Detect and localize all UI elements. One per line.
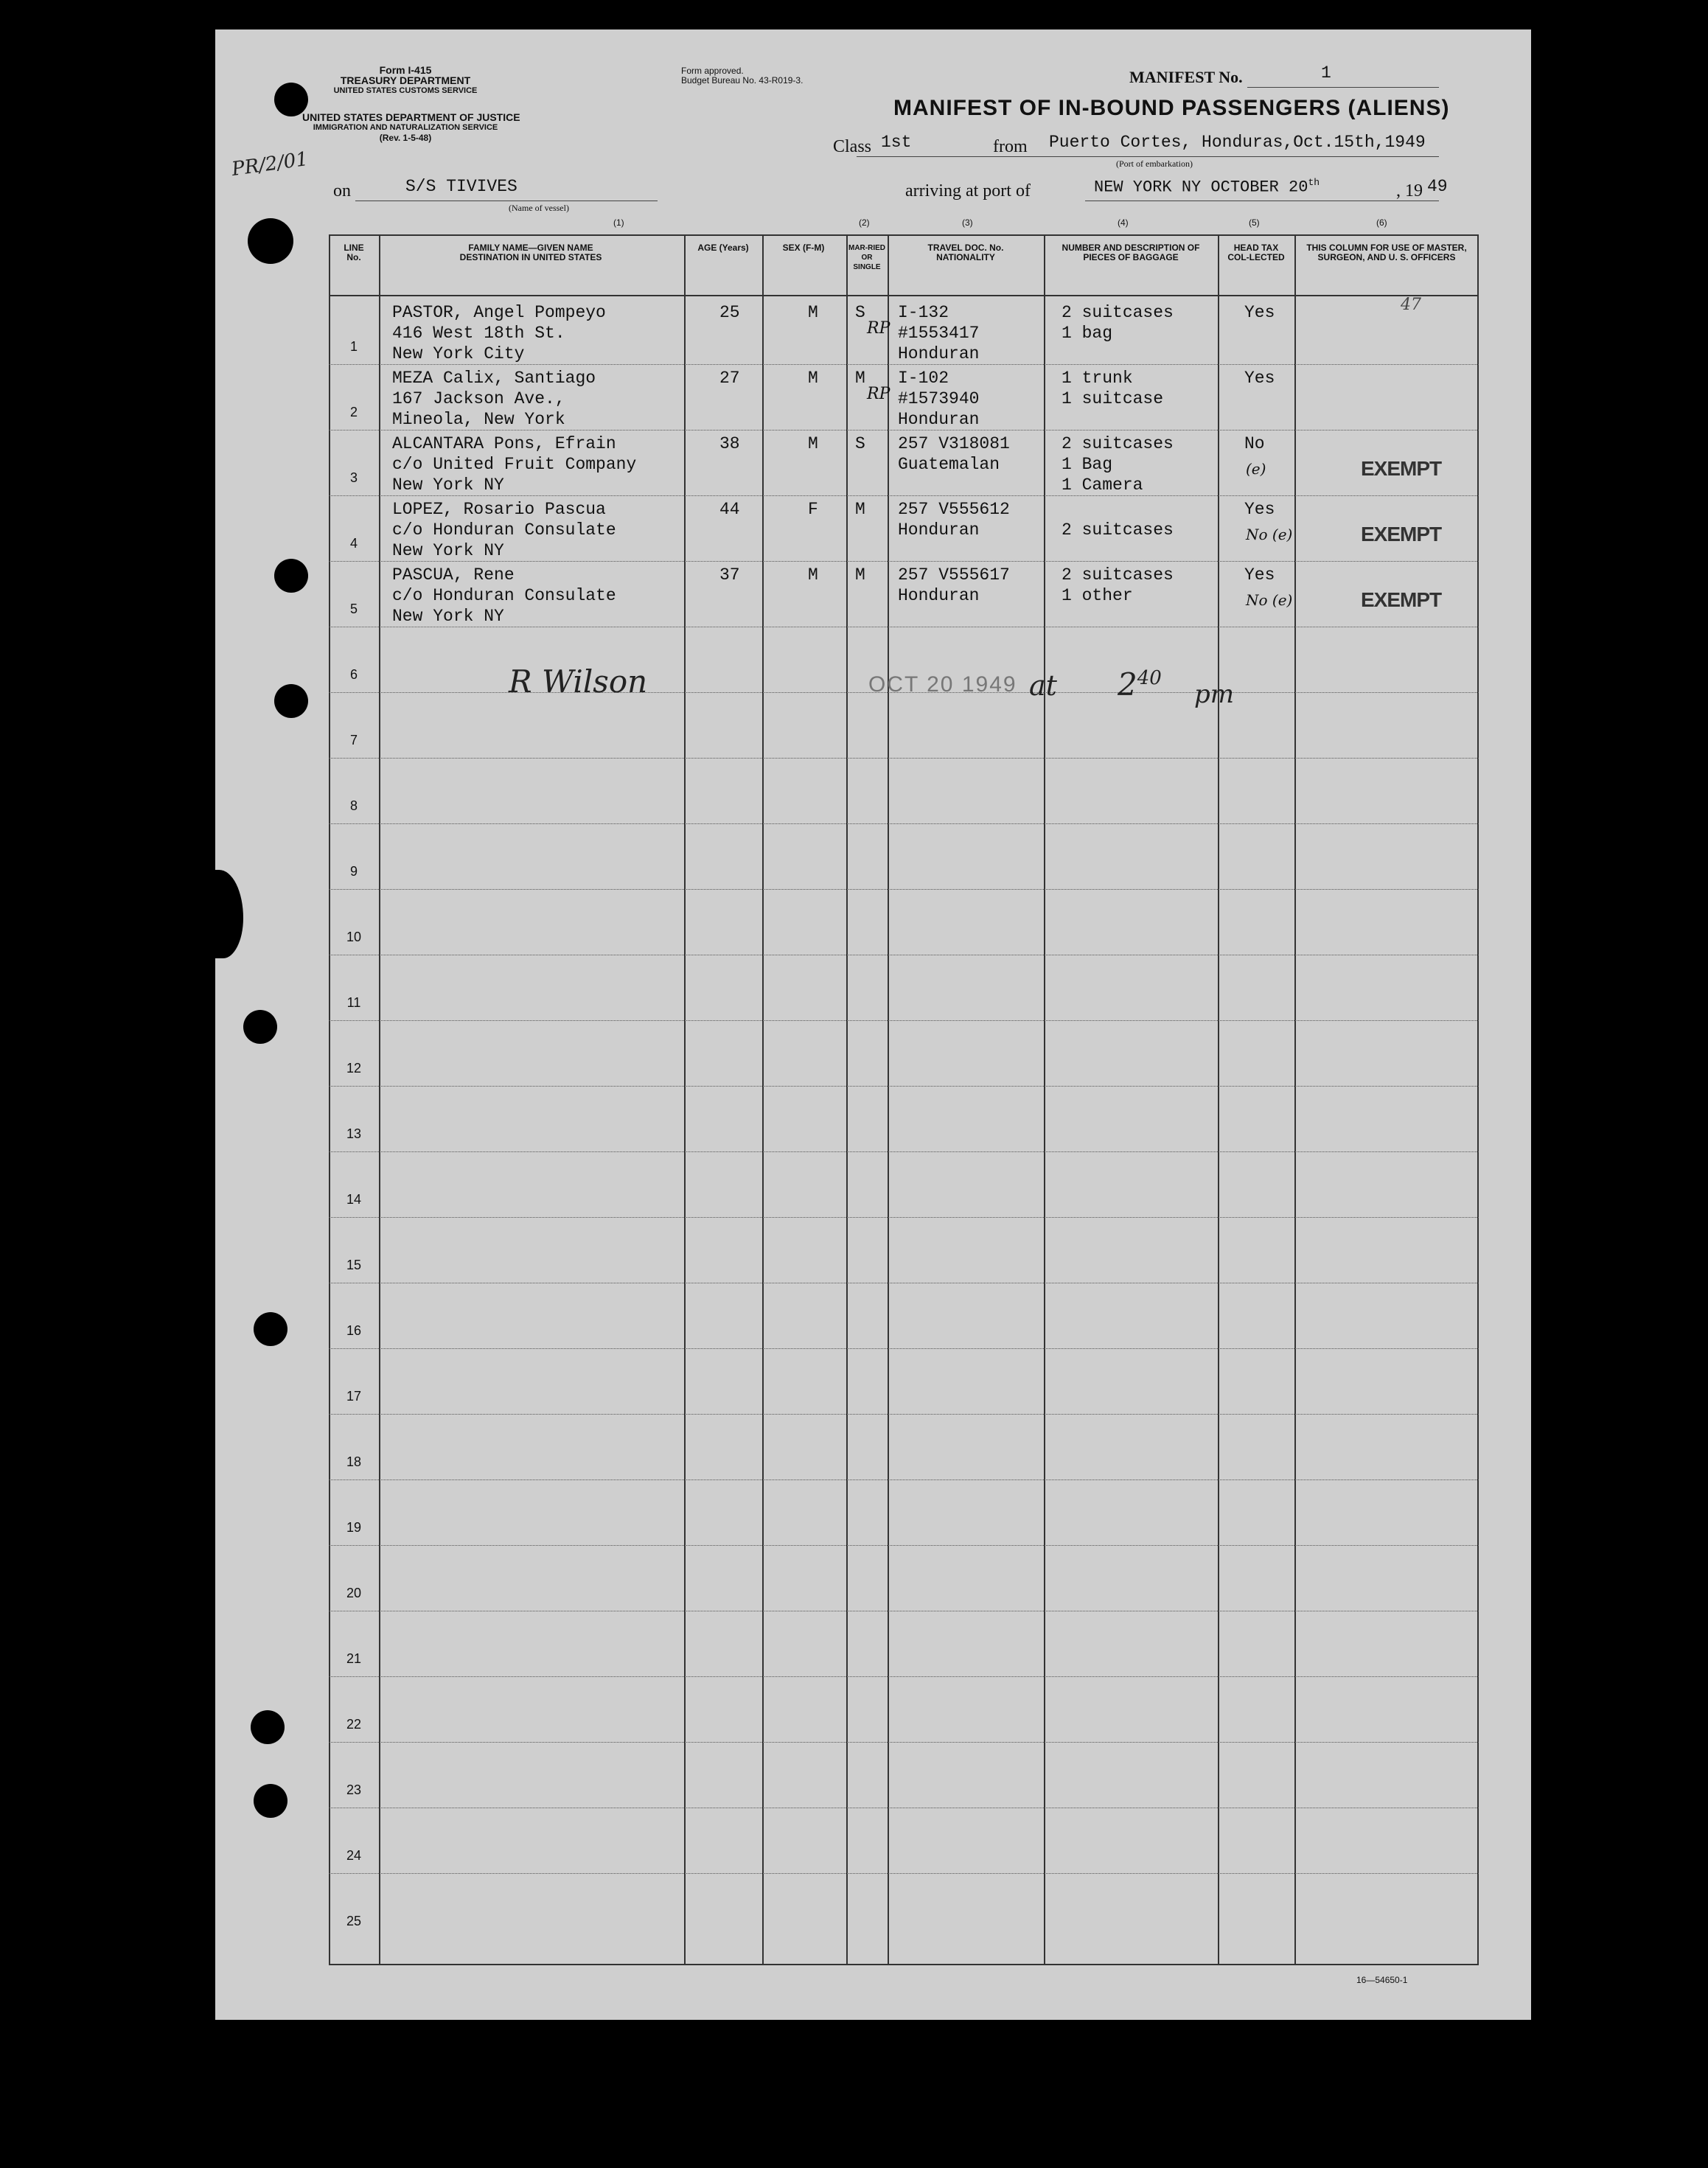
passenger-name-line: c/o Honduran Consulate <box>392 520 616 540</box>
manifest-no-value: 1 <box>1321 63 1331 83</box>
row-rule <box>329 1217 1479 1218</box>
passenger-head-tax: Yes <box>1244 303 1275 322</box>
line-number: 22 <box>346 1717 362 1732</box>
row-rule <box>329 1020 1479 1021</box>
header-baggage: NUMBER AND DESCRIPTION OF PIECES OF BAGGAGE <box>1062 243 1200 262</box>
vessel-name: S/S TIVIVES <box>405 177 517 196</box>
punch-hole <box>274 83 308 116</box>
margin-note: PR/2/01 <box>230 147 310 181</box>
col-number-1: (1) <box>613 217 624 228</box>
row-rule <box>329 1479 1479 1480</box>
line-number: 9 <box>349 864 358 879</box>
port-of-embarkation: Puerto Cortes, Honduras,Oct.15th,1949 <box>1049 133 1426 152</box>
line-number: 12 <box>346 1061 362 1076</box>
passenger-baggage: 2 suitcases <box>1062 520 1174 540</box>
passenger-travel-doc: 257 V318081 <box>898 434 1010 453</box>
exempt-stamp: EXEMPT <box>1361 523 1442 546</box>
customs-service: UNITED STATES CUSTOMS SERVICE <box>333 86 478 95</box>
passenger-name-line: c/o Honduran Consulate <box>392 586 616 605</box>
passenger-name-line: New York NY <box>392 607 504 626</box>
header-sex: SEX (F-M) <box>782 243 825 253</box>
passenger-name-line: 416 West 18th St. <box>392 324 565 343</box>
passenger-age: 44 <box>719 500 740 519</box>
header-married: MAR-RIED OR SINGLE <box>848 244 885 271</box>
head-tax-note: No (e) <box>1246 591 1293 609</box>
vessel-caption: (Name of vessel) <box>509 203 569 213</box>
manifest-no-label: MANIFEST No. <box>1129 68 1243 86</box>
document-title: MANIFEST OF IN-BOUND PASSENGERS (ALIENS) <box>893 96 1450 120</box>
passenger-marital-status: M <box>855 369 865 388</box>
row-rule <box>329 758 1479 759</box>
row-rule <box>329 889 1479 890</box>
header-head-tax: HEAD TAX COL-LECTED <box>1227 243 1285 262</box>
passenger-baggage: 1 other <box>1062 586 1133 605</box>
passenger-travel-doc: 257 V555612 <box>898 500 1010 519</box>
arrival-port-text: NEW YORK NY OCTOBER 20 <box>1094 178 1308 197</box>
line-number: 8 <box>349 798 358 813</box>
annotation-time-hour: 2 <box>1118 666 1137 703</box>
punch-hole <box>254 1784 287 1818</box>
line-number: 5 <box>349 602 358 616</box>
line-number: 6 <box>349 667 358 682</box>
punch-hole <box>254 1312 287 1346</box>
row-rule <box>329 1348 1479 1349</box>
passenger-sex: M <box>808 434 818 453</box>
passenger-head-tax: Yes <box>1244 565 1275 585</box>
passenger-travel-doc: Honduran <box>898 586 980 605</box>
passenger-sex: M <box>808 303 818 322</box>
passenger-name-line: New York NY <box>392 475 504 495</box>
line-number: 3 <box>349 470 358 485</box>
line-number: 14 <box>346 1192 362 1207</box>
passenger-baggage: 1 Bag <box>1062 455 1113 474</box>
passenger-travel-doc: #1573940 <box>898 389 980 408</box>
line-number: 17 <box>346 1389 362 1404</box>
manifest-no-rule <box>1247 87 1439 88</box>
header-age: AGE (Years) <box>697 243 749 253</box>
line-number: 13 <box>346 1126 362 1141</box>
passenger-travel-doc: I-132 <box>898 303 949 322</box>
year-suffix: 49 <box>1427 177 1448 196</box>
passenger-age: 27 <box>719 369 740 388</box>
line-number: 24 <box>346 1848 362 1863</box>
department-of-justice: UNITED STATES DEPARTMENT OF JUSTICE <box>302 111 520 123</box>
passenger-head-tax: Yes <box>1244 369 1275 388</box>
passenger-marital-status: S <box>855 434 865 453</box>
annotation-time <box>1118 666 1162 703</box>
class-value: 1st <box>881 133 912 152</box>
passenger-travel-doc: I-102 <box>898 369 949 388</box>
line-number: 18 <box>346 1454 362 1469</box>
marginal-mark: RP <box>867 319 890 338</box>
line-number: 2 <box>349 405 358 419</box>
header-name: FAMILY NAME—GIVEN NAME DESTINATION IN UNITED STATES <box>459 243 602 262</box>
on-label: on <box>333 181 351 201</box>
row-rule <box>329 1151 1479 1152</box>
treasury-department: TREASURY DEPARTMENT <box>340 74 471 86</box>
passenger-baggage: 2 suitcases <box>1062 303 1174 322</box>
header-officers: THIS COLUMN FOR USE OF MASTER, SURGEON, AND U. S. OFFICERS <box>1306 243 1467 262</box>
line-number: 19 <box>346 1520 362 1535</box>
passenger-travel-doc: 257 V555617 <box>898 565 1010 585</box>
passenger-age: 25 <box>719 303 740 322</box>
punch-hole <box>243 1010 277 1044</box>
arriving-label: arriving at port of <box>905 181 1031 201</box>
line-number: 25 <box>346 1914 362 1928</box>
passenger-name-line: PASCUA, Rene <box>392 565 515 585</box>
budget-bureau: Budget Bureau No. 43-R019-3. <box>681 75 804 86</box>
passenger-sex: F <box>808 500 818 519</box>
punch-hole <box>251 1710 285 1744</box>
arrival-port <box>1094 177 1320 196</box>
row-rule <box>329 1414 1479 1415</box>
line-number: 16 <box>346 1323 362 1338</box>
col-number-5: (5) <box>1249 217 1260 228</box>
annotation-time-minutes: 40 <box>1137 667 1162 689</box>
passenger-marital-status: M <box>855 500 865 519</box>
header-line-no: LINE No. <box>344 243 364 262</box>
line-number: 7 <box>349 733 358 747</box>
passenger-baggage: 2 suitcases <box>1062 434 1174 453</box>
passenger-sex: M <box>808 565 818 585</box>
passenger-name-line: c/o United Fruit Company <box>392 455 637 474</box>
from-label: from <box>993 137 1028 156</box>
passenger-baggage: 1 suitcase <box>1062 389 1164 408</box>
exempt-stamp: EXEMPT <box>1361 457 1442 480</box>
ins-name: IMMIGRATION AND NATURALIZATION SERVICE <box>313 123 498 132</box>
passenger-name-line: Mineola, New York <box>392 410 565 429</box>
passenger-baggage: 1 trunk <box>1062 369 1133 388</box>
line-number: 4 <box>349 536 358 551</box>
passenger-baggage: 1 bag <box>1062 324 1113 343</box>
row-rule <box>329 823 1479 824</box>
punch-hole <box>274 684 308 718</box>
punch-hole <box>248 218 293 264</box>
row-rule <box>329 1086 1479 1087</box>
line-number: 10 <box>346 930 362 944</box>
col-number-4: (4) <box>1118 217 1129 228</box>
passenger-travel-doc: Honduran <box>898 520 980 540</box>
port-embark-caption: (Port of embarkation) <box>1116 158 1193 169</box>
passenger-marital-status: S <box>855 303 865 322</box>
head-tax-note: (e) <box>1246 460 1266 478</box>
row-rule <box>329 1742 1479 1743</box>
class-rule <box>857 156 1439 157</box>
line-number: 21 <box>346 1651 362 1666</box>
col-number-2: (2) <box>859 217 870 228</box>
passenger-travel-doc: Honduran <box>898 410 980 429</box>
annotation-at: at <box>1029 669 1057 702</box>
line-number: 15 <box>346 1258 362 1272</box>
officer-note: 47 <box>1401 296 1421 314</box>
revision: (Rev. 1-5-48) <box>379 133 432 143</box>
passenger-sex: M <box>808 369 818 388</box>
passenger-travel-doc: Guatemalan <box>898 455 1000 474</box>
passenger-age: 38 <box>719 434 740 453</box>
year-prefix: , 19 <box>1396 181 1423 201</box>
passenger-name-line: LOPEZ, Rosario Pascua <box>392 500 606 519</box>
passenger-age: 37 <box>719 565 740 585</box>
passenger-travel-doc: #1553417 <box>898 324 980 343</box>
passenger-head-tax: Yes <box>1244 500 1275 519</box>
signature: R Wilson <box>509 663 648 700</box>
passenger-name-line: New York NY <box>392 541 504 560</box>
passenger-travel-doc: Honduran <box>898 344 980 363</box>
passenger-name-line: New York City <box>392 344 525 363</box>
row-rule <box>329 1873 1479 1874</box>
col-number-6: (6) <box>1376 217 1387 228</box>
line-number: 11 <box>346 995 361 1010</box>
header-rule <box>329 295 1479 296</box>
header-travel-doc: TRAVEL DOC. No. NATIONALITY <box>927 243 1004 262</box>
line-number: 20 <box>346 1586 362 1600</box>
arrival-day-sup: th <box>1308 177 1320 188</box>
passenger-baggage: 2 suitcases <box>1062 565 1174 585</box>
col-number-3: (3) <box>962 217 973 228</box>
passenger-marital-status: M <box>855 565 865 585</box>
passenger-name-line: PASTOR, Angel Pompeyo <box>392 303 606 322</box>
form-number: Form I-415 <box>379 64 432 76</box>
line-number: 1 <box>349 339 358 354</box>
form-approved: Form approved. <box>681 66 744 76</box>
annotation-pm: pm <box>1194 680 1235 709</box>
head-tax-note: No (e) <box>1246 526 1293 543</box>
passenger-name-line: ALCANTARA Pons, Efrain <box>392 434 616 453</box>
passenger-name-line: MEZA Calix, Santiago <box>392 369 596 388</box>
marginal-mark: RP <box>867 385 890 403</box>
passenger-baggage: 1 Camera <box>1062 475 1143 495</box>
class-label: Class <box>833 137 872 156</box>
row-rule <box>329 1545 1479 1546</box>
form-code: 16—54650-1 <box>1356 1975 1408 1985</box>
exempt-stamp: EXEMPT <box>1361 588 1442 611</box>
date-stamp: OCT 20 1949 <box>868 672 1017 697</box>
passenger-head-tax: No <box>1244 434 1265 453</box>
passenger-name-line: 167 Jackson Ave., <box>392 389 565 408</box>
punch-hole <box>274 559 308 593</box>
row-rule <box>329 1676 1479 1677</box>
line-number: 23 <box>346 1782 362 1797</box>
